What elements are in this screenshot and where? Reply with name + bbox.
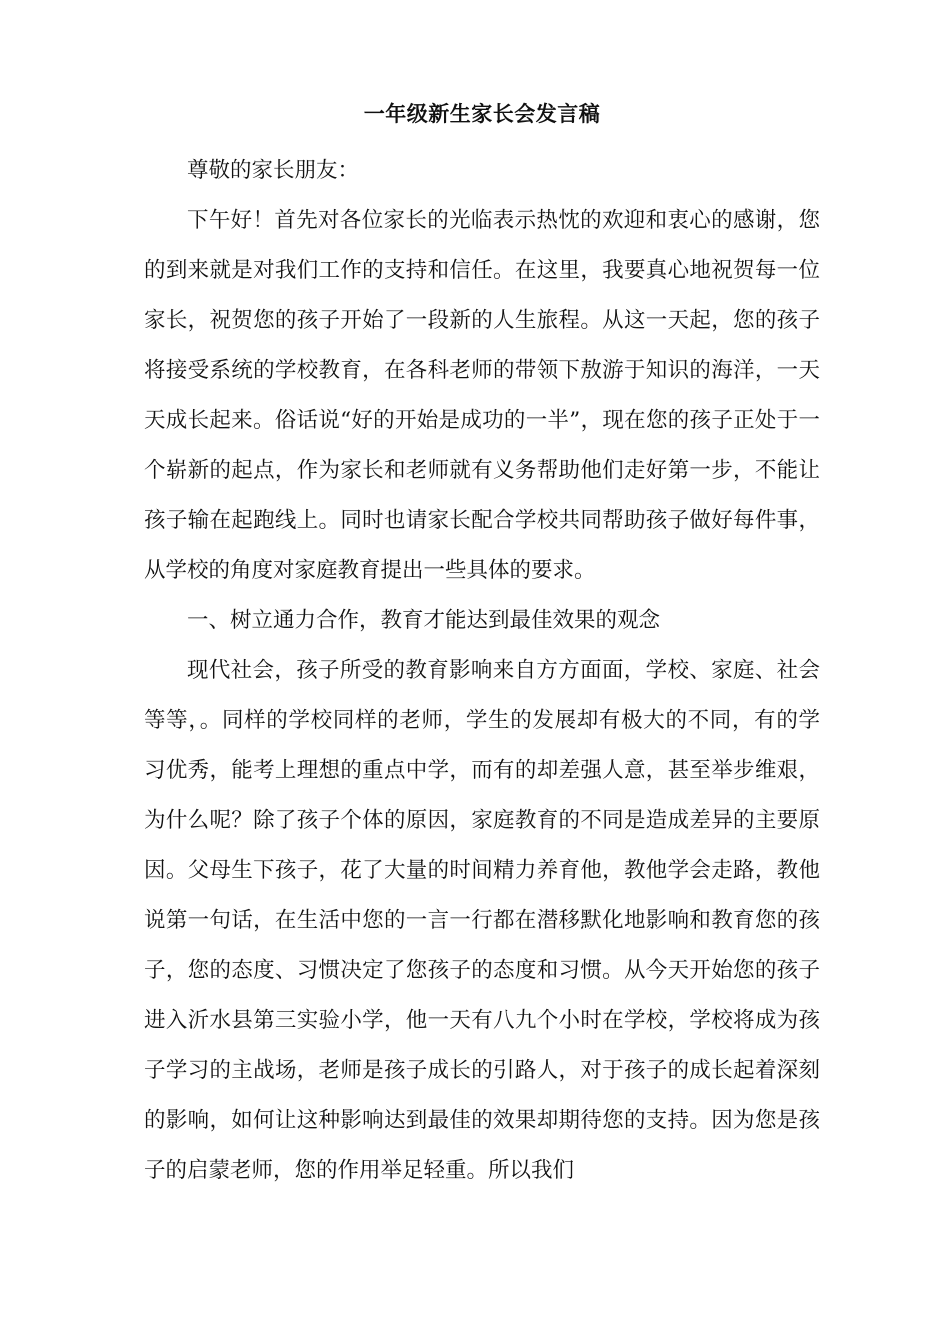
salutation: 尊敬的家长朋友：	[187, 158, 360, 183]
section-heading-1: 一、树立通力合作，教育才能达到最佳效果的观念	[187, 608, 661, 633]
paragraph-section-1: 现代社会，孩子所受的教育影响来自方方面面，学校、家庭、社会等等，。同样的学校同样的老师，学生的发展却有极大的不同，有的学习优秀，能考上理想的重点中学，而有的却差强人意，甚至举步维艰，为什么呢？除了孩子个体的原因，家庭教育的不同是造成差异的主要原因。父母生下孩子，花了大量的时间精力养育他，教他学会走路，教他说第一句话，在生活中您的一言一行都在潜移默化地影响和教育您的孩子，您的态度、习惯决定了您孩子的态度和习惯。从今天开始您的孩子进入沂水县第三实验小学，他一天有八九个小时在学校，学校将成为孩子学习的主战场，老师是孩子成长的引路人，对于孩子的成长起着深刻的影响，如何让这种影响达到最佳的效果却期待您的支持。因为您是孩子的启蒙老师，您的作用举足轻重。所以我们	[144, 658, 820, 1183]
paragraph-greeting: 下午好！首先对各位家长的光临表示热忱的欢迎和衷心的感谢，您的到来就是对我们工作的支持和信任。在这里，我要真心地祝贺每一位家长，祝贺您的孩子开始了一段新的人生旅程。从这一天起，您的孩子将接受系统的学校教育，在各科老师的带领下敖游于知识的海洋，一天天成长起来。俗话说“好的开始是成功的一半”，现在您的孩子正处于一个崭新的起点，作为家长和老师就有义务帮助他们走好第一步，不能让孩子输在起跑线上。同时也请家长配合学校共同帮助孩子做好每件事，从学校的角度对家庭教育提出一些具体的要求。	[144, 208, 820, 583]
document-title: 一年级新生家长会发言稿	[363, 101, 601, 126]
document-body	[144, 100, 820, 1196]
